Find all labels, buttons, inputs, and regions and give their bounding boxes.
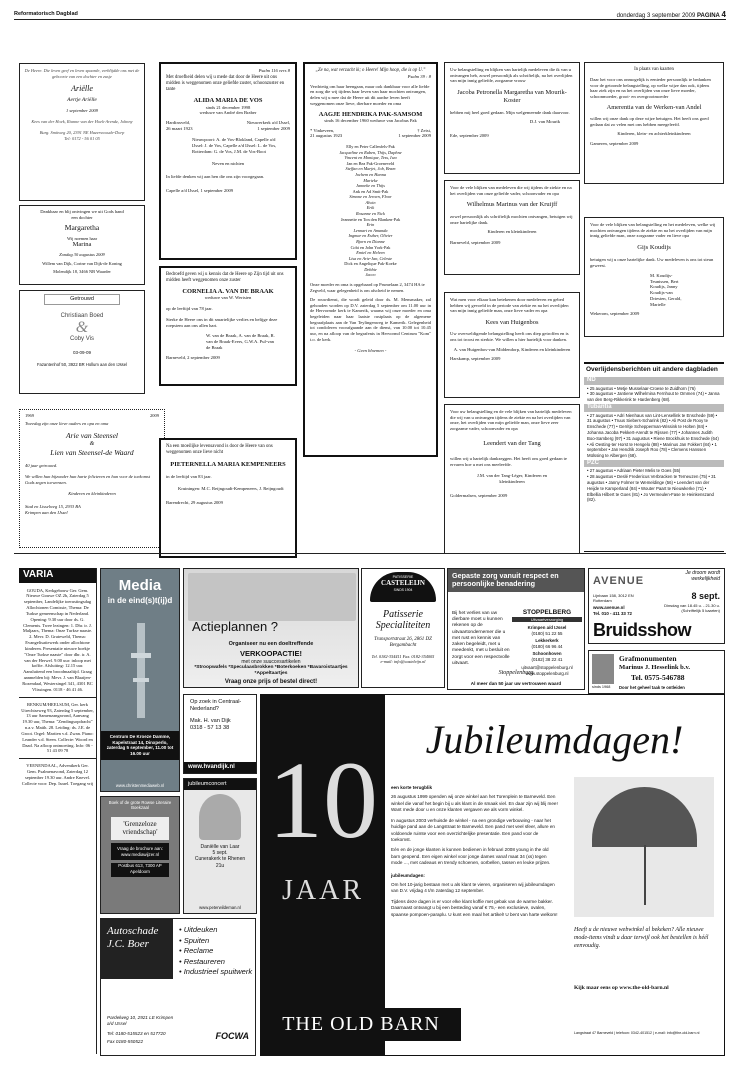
barn-p5: Tijdens deze dagen is er voor elke klant koffie met gebak van de warme bakker. Daarnaast ontvangt u bij een besteding vanaf € 75,- een exclusieve, ovalen, spaanse pompoen-paraplu. U kunt een maal het artikel! U bent van harte welkom!: [391, 898, 558, 917]
birth-parents: Kees van der Hoek, Rianne van der Hoek-Arendz, Johnny: [31, 118, 133, 124]
ad1-sub1: sinds 21 december 1998: [205, 104, 251, 110]
birth2-address: Molendijk 18, 3466 NB Waarder: [53, 269, 111, 275]
c4a3-sign: A. van Huigenbos-van Middendorp, Kinderen en kleinkinderen: [453, 346, 571, 352]
barn-years: JAAR: [281, 875, 364, 906]
c5a1-title: In plaats van kaarten: [634, 67, 674, 72]
varia-title: VARIA: [19, 568, 96, 583]
media-sub: in de eind(s)t(ij)d: [107, 595, 173, 605]
grafmonument-logo: [592, 654, 614, 684]
family-member: Steffan en Marjet, Job, Bram: [345, 166, 396, 172]
ad2-msg: Sterke de Heere ons in dit smartelijke verlies en belijge deze roepstem aan ons allen hart.: [166, 316, 278, 328]
c4a2-name: Wilhelmus Marinus van der Kruijff: [466, 201, 558, 209]
dijk-tel: 0318 - 57 13 38: [190, 724, 230, 731]
ad1-born-date: 26 maart 1923: [166, 125, 193, 131]
ad4-born-place: * Vinkeveen,: [310, 127, 335, 133]
c5a1-text2: willen wij onze dank op deze wijze betuigen. Het heeft ons goed gedaan dat zo velen met ons hebben meegeleefd.: [590, 115, 709, 127]
c5a2-sign: M. Koudijs-Teunissen, Bert Koudijs, Janny Koudijs-van Driesten, Gerald, Marielle: [650, 272, 682, 307]
c4a4-text: Voor uw belangstelling en de vele blijken van hartelijk medeleven die wij van u ontvangen tijdens de ziekte en na het overlijden van onze, het overlijden van mijn geliefde man, onze lieve zeer zorgzame vader, schoonvader en opa: [450, 409, 572, 432]
dijk-name: Mak. H. van Dijk: [190, 717, 231, 724]
stop-slogan: Al meer dan 50 jaar uw vertrouwen waard: [470, 681, 562, 687]
graf-name: Marinus J. Hesselink b.v.: [619, 664, 691, 671]
casteleijn-address: Transportstraat 26, 2861 DZ Bergambacht: [374, 637, 432, 649]
avenue-web: www.avenue.nl: [593, 605, 625, 610]
barn-big-number: 10: [268, 739, 378, 861]
family-member: Erik: [366, 205, 375, 211]
ad4-name: AAGJE HENDRIKA PAK-SAMSOM: [318, 110, 423, 118]
obituary-alida-de-vos: [159, 62, 297, 260]
barn-p3: Eén en de jonge klanten is kunnen bedienen in februari 2008 young in the old barn geopend. Een eigen winkel voor jonge dames vanaf maat 34 (xs) tegen mode ..., met cadeaus en trendy schoenen, oorbellen, tassen en leuke prijzen.: [391, 847, 551, 866]
barn-web: Kijk maar eens op www.the-old-barn.nl: [574, 985, 669, 991]
ad4-footer: - Geen bloemen -: [354, 348, 387, 354]
stop-web: www.stoppelenburg.nl: [525, 670, 569, 676]
ad4-ref: Psalm 39 : 8: [407, 73, 431, 79]
stop-loc1: Krimpen a/d IJssel: [527, 625, 567, 630]
varia-item: RENKUM/HEELSUM, Ger. kerk Utrechtseweg 93, Zaterdag 5 september, 13 uur Samenzangavond, Aanvang 19.30 uur, Thema: "Zendingsopdracht" n.a.v. Matth. 28. Leiding: ds. J.E. de Groot. Orgel: Martien v.d. Zwan. Piano: Leander v.d. Steen. Collecte: Woord en Daad. Na afloop ontmoeting. Info: 06 - 51 43 09 78: [21, 701, 94, 754]
birth2-date: Zondag 30 augustus 2009: [59, 252, 105, 258]
c5a2-text: Voor de vele blijken van belangstelling en het medeleven, welke wij mochten ontvangen tijdens de ziekte en na het overlijden van mijn innig geliefde man, onze zorgzame vader en lieve opa: [590, 222, 716, 239]
family-member: Dick en Angelique Pak-Koeke: [344, 261, 397, 267]
stop-sub: Uitvaartverzorging: [512, 617, 582, 622]
thanks-koudijs: [584, 217, 724, 337]
avenue-addr: Lijnbaan 158, 3012 EN Rotterdam: [593, 593, 634, 603]
ad4-family-list: [310, 144, 431, 278]
anniv-sign: Kinderen en kleinkinderen: [68, 491, 116, 497]
obituary-aagje-pak-samsom: [303, 62, 438, 457]
family-member: Ingmar en Esther, Olivier: [348, 233, 393, 239]
ad4-funeral: Onze moeder en oma is opgebaard op Prumelaan 2, 3474 HA te Zegveld, waar gelegenheid is om afscheid te nemen.: [310, 281, 425, 293]
actie-line1: Organiseer nu een doeltreffende: [228, 641, 314, 647]
stop-loc2: Lekkerkerk: [535, 638, 559, 643]
ad4-born-date: 21 augustus 1923: [310, 133, 343, 139]
auto-fax: Fax 0180-550522: [107, 1039, 144, 1044]
media-info: Centrum De Kroeze Damme, Kapelstraat 14, Dinxperlo, zaterdag 5 september, 11.00 tot 16.00 uur: [101, 731, 179, 760]
anniv-years: 40 jaar getrouwd.: [25, 462, 58, 468]
obituary-overview: [584, 362, 724, 552]
kitchenware-image: [188, 573, 356, 621]
obituary-cornelia-van-de-braak: [159, 266, 297, 386]
family-member: Debbie: [364, 266, 377, 272]
casteleijn-script: Patisserie Specialiteiten: [375, 609, 431, 631]
dijk-question: Op zoek in Centraal-Nederland?: [190, 699, 242, 713]
thanks-van-der-kruijff: [444, 180, 580, 275]
anniv-year-left: 1969: [25, 413, 34, 418]
ad3-text: Na een moeilijke levensavond is door de Heere van ons weggenomen onze lieve nicht: [166, 444, 273, 455]
wedding-bride: Coby Vis: [70, 336, 94, 343]
family-member: Jan en Bea Pak-Groeneveld: [346, 160, 395, 166]
stop-brand: STOPPELBERG: [522, 609, 572, 616]
overview-source-tubantia: Tubantia: [584, 404, 724, 412]
actie-cta: Vraag onze prijs of bestel direct!: [224, 679, 318, 685]
wedding-title: Getrouwd: [44, 294, 120, 305]
casteleijn-brand: CASTELEIJN: [381, 579, 425, 588]
media-ad[interactable]: [100, 568, 180, 792]
thanks-van-huigenbos: [444, 292, 580, 398]
h-van-dijk-ad[interactable]: [183, 694, 257, 774]
ad1-nephews: Neven en nichten: [211, 160, 245, 166]
grenzeloze-vriendschap-ad[interactable]: [100, 796, 180, 914]
media-building-image: [121, 623, 161, 718]
graf-title: Grafmonumenten: [619, 654, 677, 663]
c4a4-place: Goldermalsen, september 2009: [450, 492, 508, 498]
c4a4-sign: J.M. van der Tang-Léger, Kinderen en kleinkinderen: [476, 473, 548, 485]
ad4-quote: „Ze na, wat verzacht ik; o Heere! Mijn hoop, die is op U.”: [315, 68, 426, 73]
ad1-family: Nieuwpoort: A. de Vos-Blokland, Capelle a/d IJssel: J. de Vos, Capelle a/d IJssel: L. de Vos, Rotterdam: G. de Vos, J.M. de Vos-Boot: [192, 137, 277, 154]
auto-tel: Tel: 0180-515523 en 517720: [107, 1031, 166, 1036]
concert-title: jubileumconcert: [184, 779, 256, 790]
wedding-address: Fazantenhof 50, 3922 BR Hollum aan den IJssel: [36, 361, 128, 367]
family-member: Vincent en Monique, Tess, Iwa: [344, 155, 397, 161]
old-barn-left-panel: [261, 695, 385, 1055]
family-member: Elly en Peter Callenfels-Pak: [346, 144, 395, 150]
birth-announcement-arielle: [19, 63, 145, 201]
c4a1-name: Jacoba Petronella Margaretha van Mourik-Koster: [457, 89, 567, 105]
ad3-name: PIETERNELLA MARIA KEMPENEERS: [170, 460, 286, 468]
c4a1-sign: D.J. van Mourik: [529, 118, 560, 124]
family-member: Jacco: [365, 272, 376, 278]
c4a3-text2: Uw overweldigende belangstelling heeft ons diep getroffen en is ons tot troost en sterkte. We willen u hier hartelijk voor danken.: [450, 331, 569, 342]
family-member: Jacqueline en Ruben, Thijs, Daphne: [339, 149, 402, 155]
ad1-text: Met droefheid delen wij u mede dat door de Heere uit ons midden is weggenomen onze geliefde zuster, schoonzuster en tante: [166, 75, 285, 93]
anniv-intro: Tweedag zijn onze lieve ouders en opa en oma: [25, 420, 109, 426]
grafmonumenten-ad[interactable]: [588, 650, 725, 694]
thanks-van-der-tang: [444, 404, 580, 554]
barn-title: Jubileumdagen!: [425, 717, 684, 762]
family-member: Jeannette en Ton den Blanken-Pak: [340, 216, 401, 222]
family-member: Erin: [366, 222, 375, 228]
barn-p4: Om het 10-jarig bestaan met u als klant te vieren, organiseren wij jubileumdagen van D.V. vrijdag 4 t/m zaterdag 12 september.: [391, 882, 555, 894]
birth-date: 1 september 2009: [66, 107, 98, 113]
varia-column: [19, 568, 97, 1054]
c4a2-place: Barneveld, september 2009: [450, 239, 501, 245]
graf-slogan: Door het geheel taak te ontleiden: [619, 685, 685, 690]
stop-loc3: Schoonhoven: [532, 651, 562, 656]
birth-announcement-margaretha: [19, 205, 145, 285]
bijbel-title: 'Grenzeloze vriendschap': [111, 817, 169, 841]
ad1-sub2: weduwe van André den Braber: [199, 110, 257, 116]
autoschade-ad[interactable]: [100, 918, 256, 1056]
graf-since: sinds 1968: [592, 685, 611, 689]
family-member: Simone en Jeroen, Floor: [349, 194, 392, 200]
thanks-van-mourik: [444, 62, 580, 174]
c4a4-text2: willen wij u hartelijk dankzeggen. Het heeft ons goed gedaan te ervaren hoe u met ons meeleefde.: [450, 455, 567, 467]
stop-body: Bij het verlies van uw dierbare moet u kunnen rekenen op de uitvaartondernemer die u met rust en kennis van zaken begeleidt, met u meedenkt, met u besluit en zorgt voor een respectvolle uitvaart.: [452, 611, 510, 666]
bijbel-lead: Boek of de grote Rowse Literaire Boekzaal: [108, 800, 172, 811]
actie-title: Actieplannen ?: [192, 619, 279, 634]
auto-addr: Pardelweg 10, 2921 LE Krimpen a/d IJssel: [107, 1015, 174, 1026]
ad1-place: Capelle a/d IJssel, 1 september 2009: [166, 188, 234, 194]
birth2-intro: Dankbaar en blij ontvingen we uit Gods hand een dochter: [40, 209, 124, 220]
family-member: Jochem en Hanna: [354, 172, 387, 177]
casteleijn-tag: PATISSERIE: [392, 575, 414, 579]
bijbel-post: Postbus 613, 7300 AP Apeldoorn: [111, 863, 169, 877]
stop-tel1: (0180) 51 22 55: [531, 630, 563, 636]
ad1-name: ALIDA MARIA DE VOS: [193, 97, 263, 105]
wedding-amp: &: [75, 319, 89, 337]
family-member: Bjorn en Dianne: [356, 238, 385, 244]
stop-footer: Stoppelenburg: [498, 669, 534, 676]
birth-address: Burg. Smitweg 20, 2391 NE Hazerswoude-Dorp: [39, 130, 125, 135]
casteleijn-email: e-mail: info@casteleijn.nl: [380, 658, 426, 664]
stop-title: Gepaste zorg vanuit respect en persoonlijke benadering: [448, 569, 584, 592]
ad2-text: Bedroefd geven wij u kennis dat de Heere op Zijn tijd uit ons midden heeft weggenomen onze zuster: [166, 272, 284, 283]
c4a1-text: Uw belangstelling en blijken van hartelijk medeleven die ik van u ontvangen heb, zowel persoonlijk als schriftelijk, na het overlijden van mijn innig geliefde, zorgzame vrouw: [450, 67, 573, 84]
family-member: Alwin: [365, 199, 376, 205]
casteleijn-logo: [370, 572, 436, 602]
header-date: donderdag 3 september 2009: [616, 13, 696, 19]
varia-item: GOUDA, Kerkgebouw Ger. Gem. Nieuwe Gouwe OZ 2b, Zaterdag 5 september, Landelijke toerustingsdag Allochtonen Comissie, Thema: De Turkse gemeenschap in Nederland. Opening: 9.30 uur door ds. G. Clements. Twee lezingen: 1. Dhr. ir. J. Maljaars, Thema: Onze Turkse naaste. 2. Mevr. D. Gruteweld, Thema: Evangelisatiewerk onder allochtone kinderen. Presentatie nieuwe boekje "Onze Turkse naaste" door dhr. ir. A. van der Herwel. 9.00 uur: inloop met koffie. Afsluiting: 12.15 uur. Aansluitend een broodmaaltijd. Graag aanmelden bij: Mevr. J. van Blaaijen-Rozendaal, Westersingel 341, 4301 BC Vlissingen. 0118 - 46 41 46.: [22, 587, 93, 692]
actie-line2: VERKOOPACTIE!: [240, 649, 302, 658]
family-member: Janneke en Thijs: [356, 183, 385, 189]
anniv-name1: Arie van Steensel: [65, 431, 119, 441]
ad4-died-place: † Zeist,: [417, 127, 431, 133]
section-divider: [14, 553, 726, 554]
old-barn-ad[interactable]: [260, 694, 725, 1056]
ad3-age: in de leeftijd van 83 jaar.: [166, 474, 212, 480]
c5a2-text2: betuigen wij u onze hartelijke dank. Uw medeleven is ons tot steun geweest.: [590, 257, 714, 269]
obituary-pieternella-kempeneers: [159, 438, 297, 558]
overview-row: • 25 augustus • Metje Musselaar-Croese te Zuidhorn (76): [587, 385, 696, 391]
concert-date: 5 sept.: [212, 850, 228, 857]
barn-umbrella-text: Heeft u de nieuwe webwinkel al bekeken? Alle nieuwe mode-items vindt u daar terwijl ook het bestellen is héél eenvoudig.: [574, 927, 709, 949]
ad2-sub: weduwe van W. Wertsien: [204, 295, 252, 301]
ad4-text: Verdrietig om haar heengaan, maar ook dankbaar voor alle liefde en zorg die wij tijdens haar leven van haar mochten ontvangen, delen wij u mee dat de Heere uit dit aardse leven heeft weggenomen onze lieve, dierbare moeder en oma: [310, 83, 430, 106]
overview-row: • 27 augustus • Adriaan Pieter Melis te Goes (55): [587, 468, 681, 474]
avenue-date: 8 sept.: [691, 591, 720, 601]
ad1-note: In liefde denken wij aan hen die ons zijn voorgegaan.: [166, 174, 265, 180]
thanks-van-de-werken: [584, 62, 724, 184]
ad3-place: Barendrecht, 29 augustus 2009: [166, 499, 223, 505]
ad2-family: W. van de Braak, A. van de Braak, R. van de Braak-Evers, G.W.A. Pul-van de Braak: [206, 333, 275, 350]
family-member: Marieke: [363, 177, 378, 183]
barn-h1: een korte terugblik: [391, 785, 433, 790]
concert-loc: Cunerakerk te Rhenen: [194, 856, 246, 863]
anniv-year-right: 2009: [150, 413, 159, 418]
ad2-place: Barneveld, 2 september 2009: [166, 355, 220, 361]
barn-body: [391, 785, 559, 918]
stop-email: uitvaart@stoppelenburg.nl: [521, 665, 573, 670]
avenue-open: Dinsdag van 18.45 u. - 21.30 u. (Schriftelijk 5 kaarten): [664, 603, 720, 613]
barn-name: THE OLD BARN: [261, 1008, 461, 1041]
family-member: Lennart en Amanda: [353, 227, 388, 233]
barn-p1: 26 augustus 1999 openden wij onze winkel aan het Torenplein te Barneveld. Een winkel die vanaf het begin bij u als klant in de smaak viel. En daar zijn wij blij mee! Want mede door u en onze klanten vergaven we als vorm winkel.: [391, 794, 558, 813]
auto-logo: FOCWA: [215, 1031, 249, 1041]
wedding-date: 03-09-09: [72, 349, 91, 355]
stop-tel3: (0182) 38 22 41: [531, 656, 563, 662]
casteleijn-since: SINDS 1904: [393, 588, 413, 593]
actieplannen-ad[interactable]: [183, 568, 359, 688]
overview-row: • 27 augustus • Adri Nienhaus van Lint-Lensellink te Enschede (59) • 31 augustus • Truus Siebers-Scharink (82) • Ali Post de Rooy te Enschede (77) • Gerritje Schepperman-Wissink te Holten (84) • Johanna Jacoba Pekkert-Arendt te Rijssen (77) • Johannes Judith Boo-Samberg (97) • 31 augustus • Riene Brockhuis te Enschede (64) • Ali Oesting-ter Horst te Hengelo (88) • Marinus Jan Fokkert (84) • 1 september • Jan Hendrik Joseph Roo (78) • Clemens Hanssen Mülssing te Albergen (68).: [587, 412, 719, 459]
auto-item: • Uitdeuken: [179, 925, 218, 934]
ad3-family: Kruiningen: M.C. Reijngoudt-Kempeneers, J. Reijngoudt: [178, 486, 284, 492]
overview-row: • 28 augustus • Deslé Fredericus Verbracken te Terneuzen (75) • 31 augustus • Janny Folmer te Wemeldinge (56) • Leendert van der Heijde te Kamperland (84) • Wouter Paart te Nieuwkerke (71) • Elbellia Hilbert te Goes (81) • Jo Vermeulen-Fase te Heinkenszand (82).: [587, 474, 716, 503]
concert-time: 21u: [215, 862, 225, 869]
graf-tel: Tel. 0575-546788: [631, 673, 685, 682]
avenue-title: Bruidsshow: [593, 620, 692, 640]
birth-intro: De Heere. Die leven geef en leven spaarde, verblijdde ons met de geboorte van een dochter en zusje: [24, 68, 140, 79]
birth2-parents: Willem van Dijk, Corine van Dijk-de Koning: [42, 260, 122, 266]
family-member: Emiel en Heleen: [356, 250, 385, 256]
ad2-age: op de leeftijd van 78 jaar.: [166, 306, 213, 312]
wedding-groom: Christiaan Boed: [60, 312, 104, 319]
overview-source-nd: ND: [584, 377, 724, 385]
anniv-text: We willen hun bijzonder hun harte felicteren en hun voor de toekomst Gods zegen toewensen.: [25, 474, 151, 485]
page-label: PAGINA: [696, 13, 720, 19]
overview-row: • 30 augustus • Jantiene Wilhelmina Fernhout te Ommen (74) • Janna van den Berg-Rikkerink te Hardenberg (68).: [587, 391, 720, 403]
wedding-announcement: [19, 290, 145, 394]
paper-name: Reformatorisch Dagblad: [14, 11, 78, 17]
auto-item: • Industrieel spuitwerk: [179, 967, 253, 976]
c4a2-text: Voor de vele blijken van medeleven die wij tijdens de ziekte en na het overlijden van onze geliefde vader, schoonvader en opa: [450, 185, 572, 196]
anniv-amp: &: [89, 440, 95, 447]
family-member: Rosanne en Nick: [356, 211, 385, 217]
c5a1-sign: Kinderen, klein- en achterkleinkinderen: [617, 131, 691, 137]
overview-source-pzc: PZC: [584, 460, 724, 468]
concert-name: Daniëlle van Laar: [200, 843, 240, 850]
dijk-web: www.hvandijk.nl: [184, 762, 256, 774]
ad4-sub: sinds 16 december 1960 weduwe van Jacobus Pak: [324, 117, 417, 123]
casteleijn-tel: Tel. 0182-354411 Fax. 0182-354005: [371, 653, 435, 659]
birth-name: Ariëlle: [71, 84, 93, 93]
birth2-call: Wij noemen haar: [66, 235, 98, 241]
page-number: 4: [721, 10, 726, 19]
anniv-name2: Lien van Steensel-de Waard: [50, 448, 134, 458]
page-header: [14, 10, 726, 20]
c4a1-place: Ede, september 2009: [450, 132, 489, 138]
birth2-name: Margaretha: [64, 223, 100, 233]
jubileumconcert-ad[interactable]: [183, 778, 257, 914]
c4a2-sign: Kinderen en kleinkinderen: [487, 228, 537, 234]
ad1-born-place: Hardinxveld,: [166, 120, 191, 126]
barn-footer: Langstraat 47 Barneveld | telefoon: 0342-401512 | e-mail: info@the-old-barn.nl: [574, 1030, 700, 1035]
media-title: Media: [118, 577, 162, 594]
avenue-tel: Tel. 010 - 411 33 72: [593, 611, 632, 616]
c5a1-name: Amerentia van de Werken-van Andel: [606, 103, 702, 111]
c5a1-text: Daar het voor ons onmogelijk is eenieder persoonlijk te bedanken voor de getoonde belangstelling, op welke wijze dan ook, tijdens haar ziek zijn en na het overlijden van onze lieve moeder, schoonmoeder, groot- en overgrootmoeder: [590, 76, 711, 100]
ad1-died-date: 1 september 2009: [257, 125, 290, 131]
umbrella-image: [574, 777, 714, 917]
barn-p2: In augustus 2003 verhuisde de winkel - na een grondige verbouwing - naar het huidige pand aan de Langstraat te Barneveld. Een pand met veel sfeer, allure en voldoende ruimte voor een overzichtelijke presentatie. Een pand voor de toekomst.: [391, 817, 555, 842]
birth-full-name: Aertje Ariëlle: [67, 97, 97, 103]
bijbel-sub: Vraag de brochure aan: www.mediawijzer.nl: [111, 843, 169, 860]
c5a2-place: Wekerom, september 2009: [590, 311, 640, 317]
varia-item: VEENENDAAL, Adventkerk Ger. Gem. Psalmenavond, Zaterdag 12 september 19.30 uur. Andre Knevel. Collecte voor: Dep. Israel. Toegang vrij: [21, 763, 94, 786]
auto-title: Autoschade J.C. Boer: [101, 919, 173, 979]
birth2-short: Marina: [72, 241, 92, 249]
anniversary-announcement: [19, 409, 165, 548]
auto-item: • Restaureren: [179, 956, 225, 966]
avenue-ad[interactable]: [588, 568, 725, 644]
singer-photo: [199, 794, 241, 840]
avenue-lead: Je droom wordt werkelijkheid: [685, 570, 720, 582]
ad4-service: De rouwdienst, die wordt geleid door ds. M. Mensmaker, zal gehouden worden op D.V. zaterdag 5 september om 11.00 uur in de Hervormde kerk te Kamerik, waarna wij onze moeder en oma begeleiden naar haar laatste rustplaats op de algemene begraafplaats aan de Van Teylingenweg te Kamerik. Gelegenheid tot condoleren voorafgaande aan de dienst, van 10.00 tot 10.45 uur, en na afloop van de begrafenis in Hervormd Centrum "Kom" t.o. de kerk.: [310, 297, 431, 342]
ad1-ref: Psalm 116 vers 8: [258, 68, 290, 73]
c4a3-place: Harskamp, september 2009: [450, 356, 501, 362]
casteleijn-ad[interactable]: [361, 568, 445, 688]
ad2-name: CORNELIA A. VAN DE BRAAK: [182, 287, 274, 295]
family-member: Ank en Ad Smit-Pak: [352, 188, 389, 194]
stop-tel2: (0180) 66 96 44: [531, 643, 563, 649]
family-member: Cobi en John York-Pak: [350, 244, 391, 250]
c4a2-text2: zowel persoonlijk als schriftelijk mochten ontvangen, betuigen wij onze hartelijke dank.: [450, 214, 573, 226]
concert-web: www.peterwildeman.nl: [199, 904, 241, 910]
ad4-died-date: 1 september 2009: [398, 133, 431, 139]
overview-title: Overlijdensberichten uit andere dagbladen: [586, 366, 718, 373]
actie-line3: met onze suuccesartikelen: [241, 659, 301, 665]
media-url: www.christenmediaweb.nl: [115, 782, 165, 788]
stoppelenburg-ad[interactable]: [447, 568, 585, 690]
c5a2-name: Gijs Koudijs: [637, 244, 671, 252]
birth-phone: Tel: 0172 - 56 01 05: [64, 135, 100, 141]
ad1-died-place: Nieuwerkerk a/d IJssel,: [246, 120, 290, 126]
c4a1-text2: hebben mij heel goed gedaan. Mijn welgemeende dank daarvoor.: [450, 110, 570, 116]
c4a3-text: Wat men voor elkaar kan betekenen door medeleven en gebed hebben wij gevoeld in de periode van ziekte en na het overlijden van mijn innig geliefde man, onze lieve vader en opa: [450, 297, 569, 314]
auto-item: • Spuiten: [179, 935, 210, 945]
family-member: Lisa en Arie-Jan, Celeste: [348, 255, 393, 261]
anniv-address: Stad en Lisselweg 15, 2933 BA Krimpen aan den IJssel: [25, 504, 81, 515]
avenue-brand: AVENUE: [593, 575, 645, 587]
c4a4-name: Leendert van der Tang: [483, 439, 541, 447]
auto-item: • Reclame: [179, 946, 214, 955]
actie-items: *Stroopwafels *Speculaasbrokken *Boterkoeken *Bavaroistaartjes *Appeltaartjes: [194, 665, 348, 677]
barn-h2: jubileumdagen:: [391, 872, 425, 878]
c5a1-place: Gameren, september 2009: [590, 141, 639, 147]
c4a3-name: Kees van Huigenbos: [485, 319, 539, 327]
